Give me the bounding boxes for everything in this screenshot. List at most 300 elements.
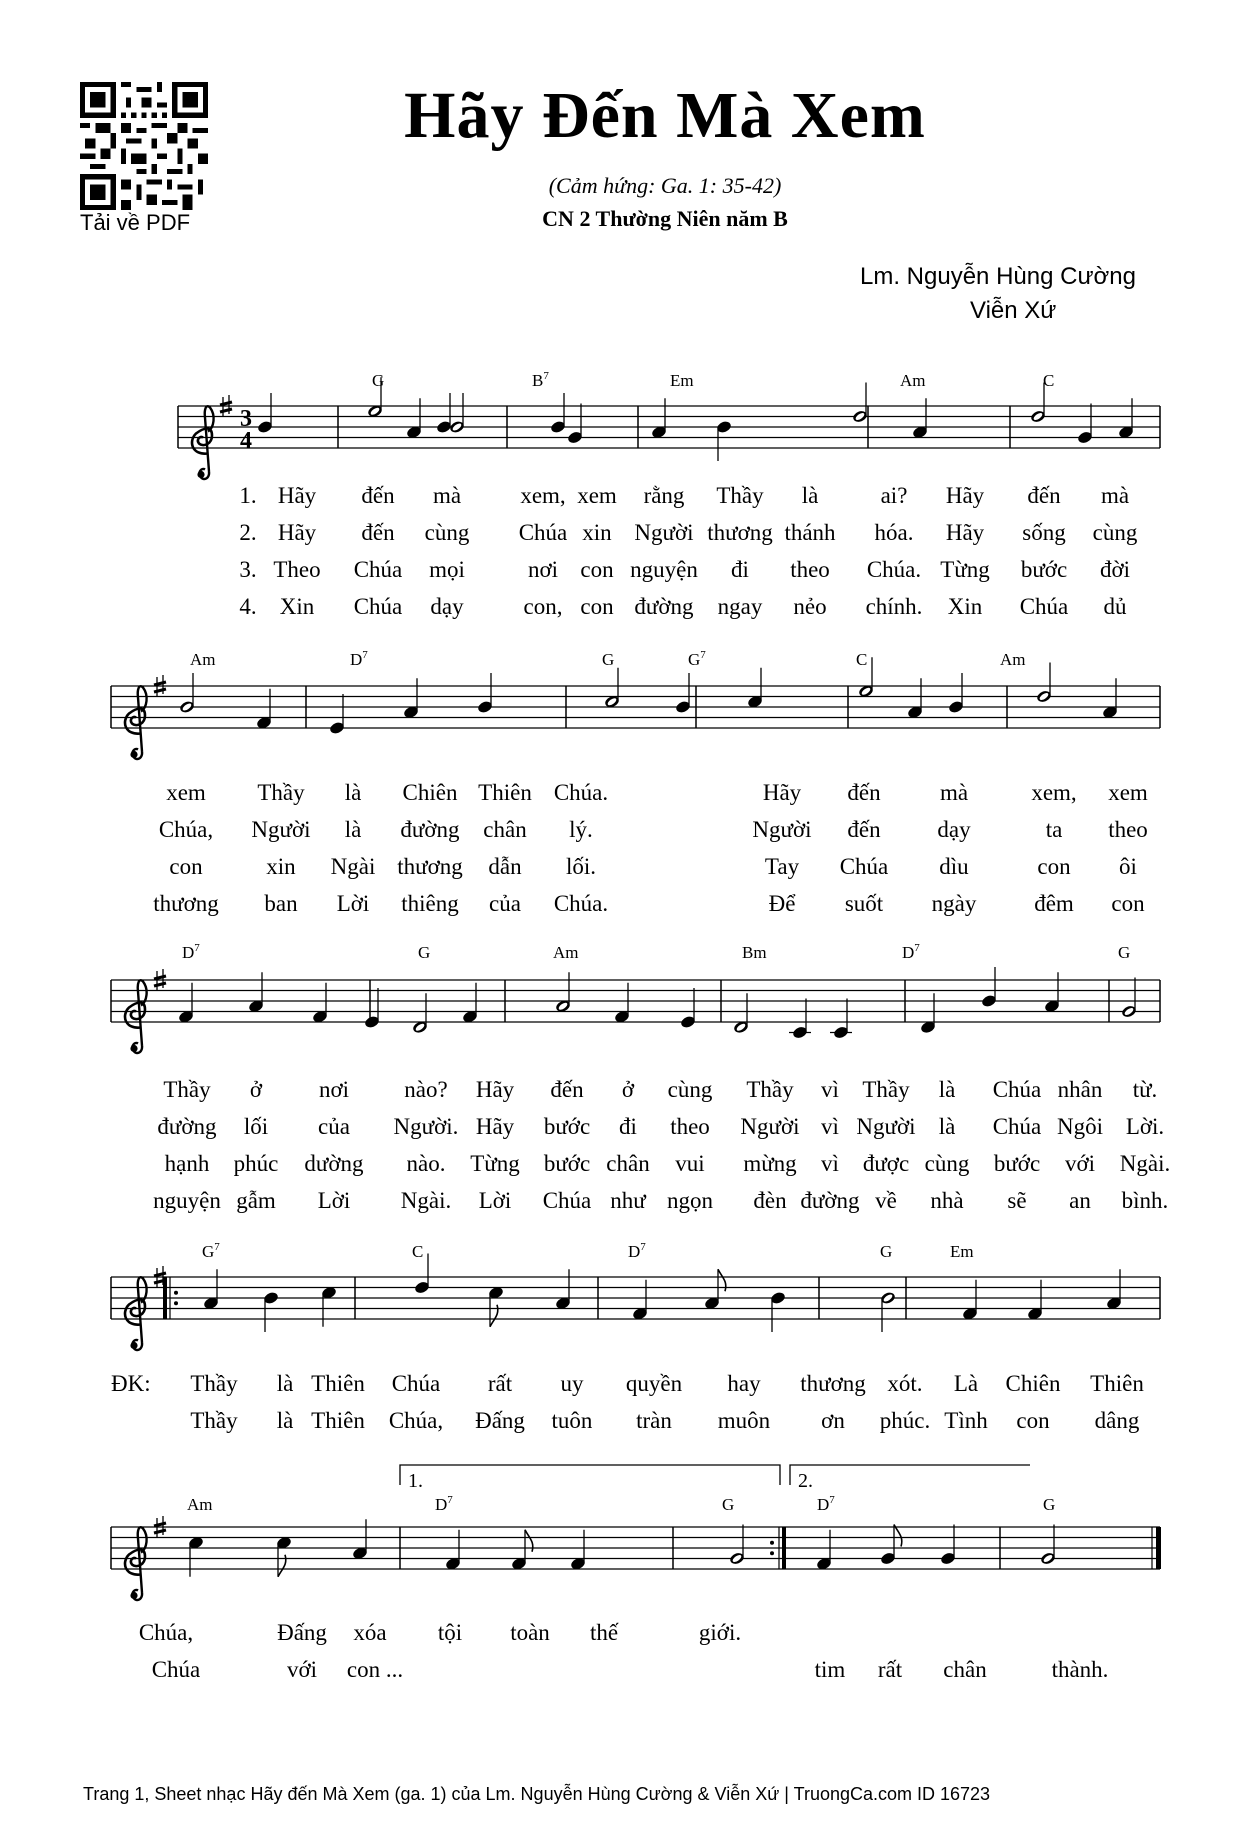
- volta-bracket-2: [790, 1465, 1030, 1485]
- lyric-syllable: thành.: [1051, 1657, 1109, 1682]
- chord-symbol: G: [1118, 943, 1131, 962]
- lyric-syllable: thương: [397, 854, 463, 879]
- lyric-syllable: với: [286, 1657, 318, 1682]
- chord-symbol: Am: [187, 1495, 213, 1514]
- lyric-syllable: với: [1064, 1151, 1096, 1176]
- lyric-syllable: tràn: [636, 1408, 672, 1433]
- lyric-syllable: Thiên: [1090, 1371, 1144, 1396]
- lyric-line-1: [166, 780, 1148, 805]
- lyric-syllable: Hãy: [762, 780, 802, 805]
- lyric-syllable: tội: [437, 1620, 463, 1645]
- lyric-syllable: dẫn: [488, 854, 522, 879]
- lyric-syllable: mà: [1100, 483, 1130, 508]
- lyric-line-2: [159, 817, 1148, 842]
- liturgical-occasion: CN 2 Thường Niên năm B: [542, 206, 788, 231]
- note: [203, 1269, 220, 1310]
- note: [1040, 1525, 1057, 1566]
- lyric-syllable: đi: [731, 557, 749, 582]
- lyric-syllable: Chúa,: [158, 817, 214, 842]
- lyric-syllable: Chúa.: [866, 557, 922, 582]
- note: [981, 967, 998, 1008]
- lyric-syllable: là: [938, 1077, 956, 1102]
- scripture-reference: (Cảm hứng: Ga. 1: 35-42): [548, 173, 782, 198]
- lyric-syllable: Để: [768, 891, 796, 916]
- lyric-syllable: Chúa,: [138, 1620, 194, 1645]
- chord-symbol: Am: [190, 650, 216, 669]
- lyric-syllable: ban: [264, 891, 298, 916]
- lyric-syllable: suốt: [844, 891, 884, 916]
- lyric-syllable: Thiên: [311, 1371, 365, 1396]
- lyric-syllable: hóa.: [874, 520, 914, 545]
- volta-label: 1.: [408, 1470, 423, 1492]
- lyric-syllable: Từng: [940, 557, 990, 582]
- lyric-syllable: con: [1016, 1408, 1050, 1433]
- lyric-syllable: Thiên: [311, 1408, 365, 1433]
- lyric-syllable: 1.: [239, 483, 257, 508]
- note: [940, 1525, 957, 1566]
- note: [948, 673, 965, 714]
- lyric-syllable: con,: [523, 594, 563, 619]
- lyric-syllable: vì: [821, 1114, 839, 1139]
- lyric-syllable: dạy: [430, 594, 464, 619]
- note: [179, 673, 196, 714]
- lyric-syllable: 3.: [239, 557, 257, 582]
- lyric-syllable: xem: [1108, 780, 1148, 805]
- chord-symbol: Am: [1000, 650, 1026, 669]
- lyric-syllable: chân: [483, 817, 527, 842]
- lyric-syllable: là: [801, 483, 819, 508]
- note: [352, 1519, 369, 1560]
- lyric-syllable: con: [580, 557, 614, 582]
- lyric-line-1: [190, 1371, 1144, 1396]
- lyric-syllable: ai?: [880, 483, 908, 508]
- lyric-syllable: Người.: [393, 1114, 459, 1139]
- lyric-syllable: nguyện: [153, 1188, 221, 1213]
- lyric-syllable: Chúa,: [388, 1408, 444, 1433]
- note: [329, 694, 346, 735]
- lyric-syllable: Chúa: [992, 1114, 1042, 1139]
- chord-symbol: G: [372, 371, 385, 390]
- lyric-syllable: Ngài.: [1119, 1151, 1171, 1176]
- note: [704, 1269, 726, 1310]
- lyric-syllable: Ngài: [330, 854, 376, 879]
- lyric-syllable: theo: [1108, 817, 1148, 842]
- lyric-line-2: [152, 1657, 1109, 1682]
- lyric-syllable: Thầy: [190, 1371, 238, 1396]
- note: [511, 1530, 533, 1571]
- lyric-line-4: [153, 891, 1145, 916]
- chord-symbol: $D^7$: [628, 1241, 646, 1261]
- lyric-syllable: thánh: [784, 520, 836, 545]
- lyric-syllable: ngay: [717, 594, 763, 619]
- lyric-syllable: Chúa: [542, 1188, 592, 1213]
- lyric-syllable: 4.: [239, 594, 257, 619]
- note: [1102, 678, 1119, 719]
- chord-symbol: G: [1043, 1495, 1056, 1514]
- lyric-syllable: Chúa: [518, 520, 568, 545]
- staff-system-2: [111, 649, 1160, 916]
- lyric-syllable: thế: [589, 1620, 619, 1645]
- lyric-syllable: dường: [304, 1151, 364, 1176]
- note: [852, 383, 869, 424]
- lyric-line-4: [153, 1188, 1168, 1213]
- lyric-syllable: Lời: [336, 891, 370, 916]
- lyric-syllable: bước: [543, 1114, 591, 1139]
- lyric-syllable: là: [938, 1114, 956, 1139]
- lyric-syllable: Lời.: [1125, 1114, 1165, 1139]
- lyric-syllable: uy: [560, 1371, 584, 1396]
- lyric-syllable: đến: [1027, 483, 1061, 508]
- lyric-syllable: đường: [634, 594, 694, 619]
- note: [1027, 1280, 1044, 1321]
- lyric-line-3: [165, 1151, 1171, 1176]
- lyric-syllable: xin: [266, 854, 296, 879]
- final-barline: [1156, 1527, 1161, 1569]
- note: [567, 404, 584, 445]
- lyric-syllable: về: [875, 1188, 897, 1213]
- lyric-syllable: nẻo: [793, 594, 827, 619]
- lyric-syllable: Thầy: [163, 1077, 211, 1102]
- lyric-syllable: Ngôi: [1057, 1114, 1103, 1139]
- lyric-syllable: nhà: [930, 1188, 964, 1213]
- lyric-syllable: giới.: [698, 1620, 742, 1645]
- lyric-syllable: đời: [1099, 557, 1131, 582]
- lyric-syllable: mừng: [743, 1151, 797, 1176]
- note: [1036, 663, 1053, 704]
- lyric-syllable: Chúa: [1019, 594, 1069, 619]
- note: [1077, 404, 1094, 445]
- arranger-name: Viễn Xứ: [970, 297, 1057, 324]
- lyric-syllable: như: [610, 1188, 646, 1213]
- refrain-label: ĐK:: [111, 1371, 151, 1396]
- note: [907, 678, 924, 719]
- note: [312, 983, 329, 1024]
- lyric-syllable: tim: [814, 1657, 846, 1682]
- note: [880, 1291, 897, 1332]
- lyric-syllable: phúc: [233, 1151, 279, 1176]
- lyric-line-2: [190, 1408, 1139, 1433]
- note: [716, 420, 733, 461]
- lyric-syllable: con: [169, 854, 203, 879]
- page-footer: Trang 1, Sheet nhạc Hãy đến Mà Xem (ga. 1) của Lm. Nguyễn Hùng Cường & Viễn Xứ | TruongCa.com ID 16723: [83, 1784, 991, 1804]
- lyric-syllable: đường: [400, 817, 460, 842]
- time-signature-top: 3: [240, 406, 252, 432]
- lyric-syllable: Chúa.: [553, 891, 609, 916]
- lyric-syllable: vì: [821, 1151, 839, 1176]
- lyric-syllable: dìu: [939, 854, 969, 879]
- lyric-syllable: con: [1037, 854, 1071, 879]
- lyric-syllable: ở: [249, 1077, 263, 1102]
- note: [550, 393, 567, 434]
- lyric-syllable: từ.: [1132, 1077, 1158, 1102]
- lyric-syllable: đến: [361, 520, 395, 545]
- lyric-line-2: [239, 520, 1137, 545]
- note: [477, 673, 494, 714]
- lyric-syllable: Hãy: [945, 520, 985, 545]
- note: [729, 1525, 746, 1566]
- staff-system-4: [111, 1241, 1160, 1433]
- note: [462, 983, 479, 1024]
- lyric-syllable: phúc.: [879, 1408, 931, 1433]
- lyric-syllable: xem: [577, 483, 617, 508]
- lyric-syllable: sẽ: [1007, 1188, 1027, 1213]
- chord-symbol: $D^7$: [817, 1494, 835, 1514]
- chord-symbol: G: [722, 1495, 735, 1514]
- lyric-syllable: xin: [582, 520, 612, 545]
- note: [770, 1291, 787, 1332]
- note: [257, 393, 274, 434]
- lyric-syllable: theo: [790, 557, 830, 582]
- note: [403, 678, 420, 719]
- chord-symbol: Bm: [742, 943, 767, 962]
- note: [675, 673, 692, 714]
- lyric-syllable: cùng: [924, 1151, 970, 1176]
- lyric-syllable: quyền: [625, 1371, 683, 1396]
- note: [614, 983, 631, 1024]
- lyric-syllable: mọi: [429, 557, 465, 582]
- lyric-syllable: đi: [619, 1114, 637, 1139]
- lyric-syllable: là: [344, 817, 362, 842]
- lyric-syllable: đường: [800, 1188, 860, 1213]
- lyric-syllable: ôi: [1119, 854, 1137, 879]
- note: [256, 689, 273, 730]
- lyric-syllable: thương: [707, 520, 773, 545]
- lyric-syllable: Người: [634, 520, 694, 545]
- chord-symbol: $D^7$: [435, 1494, 453, 1514]
- lyric-syllable: con ...: [346, 1657, 404, 1682]
- lyric-syllable: Từng: [470, 1151, 520, 1176]
- lyric-syllable: nào?: [404, 1077, 448, 1102]
- lyric-syllable: mà: [432, 483, 462, 508]
- lyric-syllable: Lời: [317, 1188, 351, 1213]
- note: [816, 1530, 833, 1571]
- chord-symbol: $D^7$: [182, 942, 200, 962]
- lyric-syllable: lý.: [569, 817, 593, 842]
- lyric-syllable: Người: [251, 817, 311, 842]
- chord-symbol: C: [412, 1242, 424, 1261]
- lyric-line-4: [239, 594, 1127, 619]
- lyric-syllable: Lời: [478, 1188, 512, 1213]
- lyric-syllable: rất: [487, 1371, 513, 1396]
- lyric-syllable: dâng: [1094, 1408, 1140, 1433]
- lyric-syllable: ở: [621, 1077, 635, 1102]
- lyric-syllable: Chúa: [839, 854, 889, 879]
- lyric-syllable: đến: [847, 817, 881, 842]
- chord-symbol: $D^7$: [350, 649, 368, 669]
- lyric-syllable: Người: [752, 817, 812, 842]
- lyric-syllable: nhân: [1057, 1077, 1103, 1102]
- staff-system-3: [111, 942, 1170, 1213]
- note: [747, 668, 764, 709]
- lyric-syllable: xót.: [887, 1371, 923, 1396]
- volta-bracket-1: [400, 1465, 780, 1485]
- lyric-syllable: Tình: [944, 1408, 988, 1433]
- lyric-syllable: Chúa: [353, 594, 403, 619]
- lyric-syllable: Theo: [273, 557, 321, 582]
- lyric-syllable: thiêng: [401, 891, 459, 916]
- lyric-syllable: vui: [675, 1151, 705, 1176]
- repeat-start-barline: [163, 1277, 167, 1319]
- lyric-syllable: là: [276, 1371, 294, 1396]
- lyric-syllable: gẫm: [236, 1188, 276, 1213]
- lyric-syllable: hạnh: [164, 1151, 210, 1176]
- lyric-line-1: [139, 1620, 741, 1645]
- lyric-syllable: của: [489, 891, 521, 916]
- lyric-syllable: Hãy: [277, 483, 317, 508]
- note: [962, 1280, 979, 1321]
- lyric-syllable: lối.: [565, 854, 597, 879]
- lyric-syllable: được: [862, 1151, 910, 1176]
- lyric-syllable: đêm: [1034, 891, 1074, 916]
- lyric-syllable: rằng: [643, 483, 685, 508]
- lyric-syllable: đèn: [753, 1188, 787, 1213]
- lyric-syllable: đến: [550, 1077, 584, 1102]
- lyric-syllable: Chúa.: [553, 780, 609, 805]
- lyric-syllable: của: [318, 1114, 350, 1139]
- lyric-syllable: lối: [243, 1114, 269, 1139]
- lyric-syllable: Hãy: [475, 1077, 515, 1102]
- note: [1044, 972, 1061, 1013]
- note: [570, 1530, 587, 1571]
- lyric-syllable: theo: [670, 1114, 710, 1139]
- lyric-syllable: con: [1111, 891, 1145, 916]
- lyric-syllable: xóa: [353, 1620, 387, 1645]
- lyric-syllable: ta: [1045, 817, 1063, 842]
- lyric-syllable: Chúa: [151, 1657, 201, 1682]
- lyric-syllable: Thầy: [862, 1077, 910, 1102]
- note: [733, 993, 750, 1034]
- note: [263, 1291, 280, 1332]
- chord-symbol: Am: [553, 943, 579, 962]
- note: [178, 983, 195, 1024]
- chord-symbol: C: [856, 650, 868, 669]
- lyric-syllable: Xin: [947, 594, 983, 619]
- lyric-syllable: Chúa: [391, 1371, 441, 1396]
- lyric-syllable: chân: [606, 1151, 650, 1176]
- lyric-syllable: đường: [157, 1114, 217, 1139]
- lyric-syllable: thương: [800, 1371, 866, 1396]
- note: [680, 988, 697, 1029]
- lyric-syllable: Chiên: [1005, 1371, 1061, 1396]
- lyric-syllable: Thầy: [257, 780, 305, 805]
- time-signature-bottom: 4: [240, 428, 252, 454]
- note: [555, 1269, 572, 1310]
- note: [188, 1535, 205, 1576]
- note: [830, 999, 852, 1040]
- lyric-syllable: là: [344, 780, 362, 805]
- lyric-syllable: ngày: [931, 891, 977, 916]
- lyric-syllable: nơi: [318, 1077, 350, 1102]
- note: [1118, 398, 1135, 439]
- lyric-syllable: bước: [993, 1151, 1041, 1176]
- lyric-syllable: Thầy: [190, 1408, 238, 1433]
- note: [276, 1535, 293, 1576]
- lyric-syllable: Thiên: [478, 780, 532, 805]
- lyric-syllable: Đấng: [475, 1408, 525, 1433]
- lyric-syllable: Thầy: [746, 1077, 794, 1102]
- lyric-syllable: đến: [361, 483, 395, 508]
- staff-system-5: [111, 1465, 1161, 1682]
- chord-symbol: C: [1043, 371, 1055, 390]
- lyric-syllable: xem,: [1031, 780, 1077, 805]
- note: [604, 668, 621, 709]
- lyric-syllable: sống: [1022, 520, 1066, 545]
- lyric-line-1: [239, 483, 1129, 508]
- lyric-syllable: Hãy: [945, 483, 985, 508]
- note: [321, 1285, 338, 1326]
- download-pdf-link[interactable]: Tải về PDF: [80, 210, 191, 235]
- note: [555, 972, 572, 1013]
- lyric-syllable: cùng: [1092, 520, 1138, 545]
- chord-symbol: G: [602, 650, 615, 669]
- note: [406, 398, 423, 439]
- lyric-syllable: Thầy: [716, 483, 764, 508]
- lyric-syllable: Ngài.: [400, 1188, 452, 1213]
- lyric-syllable: đến: [847, 780, 881, 805]
- lyric-syllable: Hãy: [475, 1114, 515, 1139]
- note: [436, 393, 453, 434]
- lyric-syllable: rất: [877, 1657, 903, 1682]
- chord-symbol: G: [418, 943, 431, 962]
- lyric-syllable: xem,: [520, 483, 566, 508]
- lyric-syllable: hay: [727, 1371, 761, 1396]
- lyric-syllable: Là: [953, 1371, 979, 1396]
- lyric-syllable: nguyện: [630, 557, 698, 582]
- lyric-syllable: ngọn: [667, 1188, 713, 1213]
- chord-symbol: Em: [950, 1242, 974, 1261]
- chord-symbol: $G^7$: [688, 649, 706, 669]
- lyric-syllable: là: [276, 1408, 294, 1433]
- lyric-syllable: con: [580, 594, 614, 619]
- lyric-syllable: ơn: [821, 1408, 845, 1433]
- lyric-syllable: Chúa: [353, 557, 403, 582]
- lyric-syllable: nơi: [527, 557, 559, 582]
- note: [632, 1280, 649, 1321]
- note: [880, 1525, 902, 1566]
- lyric-syllable: chính.: [865, 594, 923, 619]
- lyric-syllable: bước: [1020, 557, 1068, 582]
- lyric-line-2: [157, 1114, 1164, 1139]
- lyric-syllable: Hãy: [277, 520, 317, 545]
- chord-symbol: $B^7$: [532, 370, 549, 390]
- chord-symbol: $G^7$: [202, 1241, 220, 1261]
- lyric-syllable: Chúa: [992, 1077, 1042, 1102]
- note: [1121, 978, 1138, 1019]
- lyric-line-3: [169, 854, 1137, 879]
- lyric-syllable: nào.: [406, 1151, 446, 1176]
- chord-symbol: G: [880, 1242, 893, 1261]
- lyric-syllable: dạy: [937, 817, 971, 842]
- note: [412, 993, 429, 1034]
- lyric-syllable: thương: [153, 891, 219, 916]
- volta-label: 2.: [798, 1470, 813, 1492]
- lyric-syllable: bình.: [1121, 1188, 1169, 1213]
- lyric-syllable: cùng: [667, 1077, 713, 1102]
- lyric-line-1: [163, 1077, 1157, 1102]
- note: [445, 1530, 462, 1571]
- lyric-syllable: vì: [821, 1077, 839, 1102]
- lyric-syllable: bước: [543, 1151, 591, 1176]
- lyric-syllable: chân: [943, 1657, 987, 1682]
- chord-symbol: Am: [900, 371, 926, 390]
- lyric-line-3: [239, 557, 1130, 582]
- lyric-syllable: dủ: [1103, 594, 1127, 619]
- note: [920, 993, 937, 1034]
- note: [651, 398, 668, 439]
- chord-symbol: $D^7$: [902, 942, 920, 962]
- chord-symbol: Em: [670, 371, 694, 390]
- lyric-syllable: Đấng: [277, 1620, 327, 1645]
